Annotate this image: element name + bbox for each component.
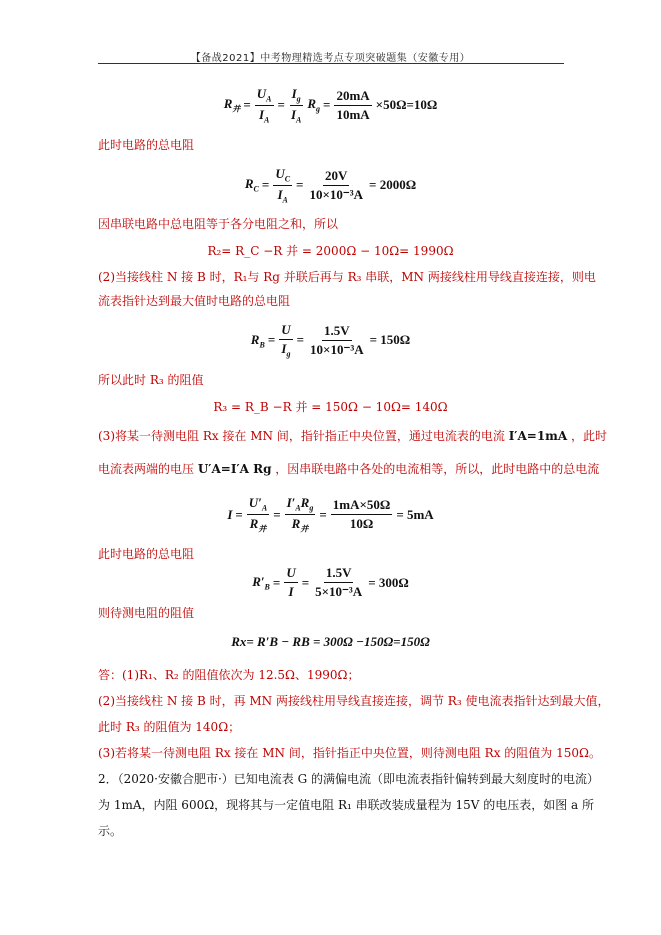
answer-1: 答：(1)R₁、R₂ 的阻值依次为 12.5Ω、1990Ω；	[98, 668, 360, 682]
formula-rbing: $R_并$ = $\frac{U_A}{I_A}$ = $\frac{I_g}{I_A}$ $R_g$ = $\frac{20mA}{10mA}$ ×50Ω=10Ω	[223, 86, 438, 125]
formula-rb: $R_B$ = $\frac{U}{I_g}$ = $\frac{1.5V}{\text{10×10⁻³A}}$ = 150Ω	[250, 322, 411, 359]
text-line-10: 此时电路的总电阻	[98, 547, 195, 561]
formula-rc: $R_C$ = $\frac{U_C}{I_A}$ = $\frac{20V}{\text{10×10⁻³A}}$ = 2000Ω	[244, 166, 417, 205]
text-line-7: R₃ = R_B −R 并 = 150Ω − 10Ω= 140Ω	[213, 400, 448, 414]
answer-4: (3)若将某一待测电阻 Rx 接在 MN 间，指针指正中央位置，则待测电阻 Rx 的阻值为 150Ω。	[98, 746, 601, 760]
formula-i: I = $\frac{U'_A}{R_并}$ = $\frac{I'_AR_g}{R_并}$ = $\frac{1mA\times 50\Omega}{10\Omega}$ = 5mA	[227, 495, 434, 534]
formula-rb-prime: $R'_B$ = $\frac{U}{I}$ = $\frac{1.5V}{\text{5×10⁻³A}}$ = 300Ω	[252, 565, 409, 599]
text-line-11: 则待测电阻的阻值	[98, 606, 195, 620]
inline-formula-ua: U′A=I′A Rg	[197, 462, 272, 476]
text-line-5: 流表指针达到最大值时电路的总电阻	[98, 294, 291, 308]
text-line-8: (3)将某一待测电阻 Rx 接在 MN 间，指针指正中央位置，通过电流表的电流 I′A=1mA ，此时	[98, 429, 608, 443]
answer-3: 此时 R₃ 的阻值为 140Ω；	[98, 720, 241, 734]
text-line-6: 所以此时 R₃ 的阻值	[98, 373, 204, 387]
text-line-9: 电流表两端的电压 U′A=I′A Rg ，因串联电路中各处的电流相等，所以，此时电路中的总电流	[98, 462, 600, 476]
text-line-3: R₂= R_C −R 并 = 2000Ω − 10Ω= 1990Ω	[207, 244, 454, 258]
answer-2: (2)当接线柱 N 接 B 时，再 MN 两接线柱用导线直接连接，调节 R₃ 使电流表指针达到最大值，	[98, 694, 610, 708]
text-line-2: 因串联电路中总电阻等于各分电阻之和，所以	[98, 217, 339, 231]
header-rule	[98, 63, 564, 64]
text-line-4: (2)当接线柱 N 接 B 时，R₁与 Rg 并联后再与 R₃ 串联，MN 两接线柱用导线直接连接，则电	[98, 270, 596, 284]
question-2-line-1: 2．（2020·安徽合肥市·）已知电流表 G 的满偏电流（即电流表指针偏转到最大刻度时的电流）	[98, 772, 600, 786]
question-2-line-3: 示。	[98, 824, 123, 838]
text-line-1: 此时电路的总电阻	[98, 138, 195, 152]
inline-formula-ia: I′A=1mA	[508, 429, 568, 443]
formula-rx: Rx= R′B − RB = 300Ω −150Ω=150Ω	[231, 634, 430, 649]
page-header: 【备战2021】中考物理精选考点专项突破题集（安徽专用）	[190, 53, 471, 64]
question-2-line-2: 为 1mA，内阻 600Ω，现将其与一定值电阻 R₁ 串联改装成量程为 15V 的电压表，如图 a 所	[98, 798, 594, 812]
